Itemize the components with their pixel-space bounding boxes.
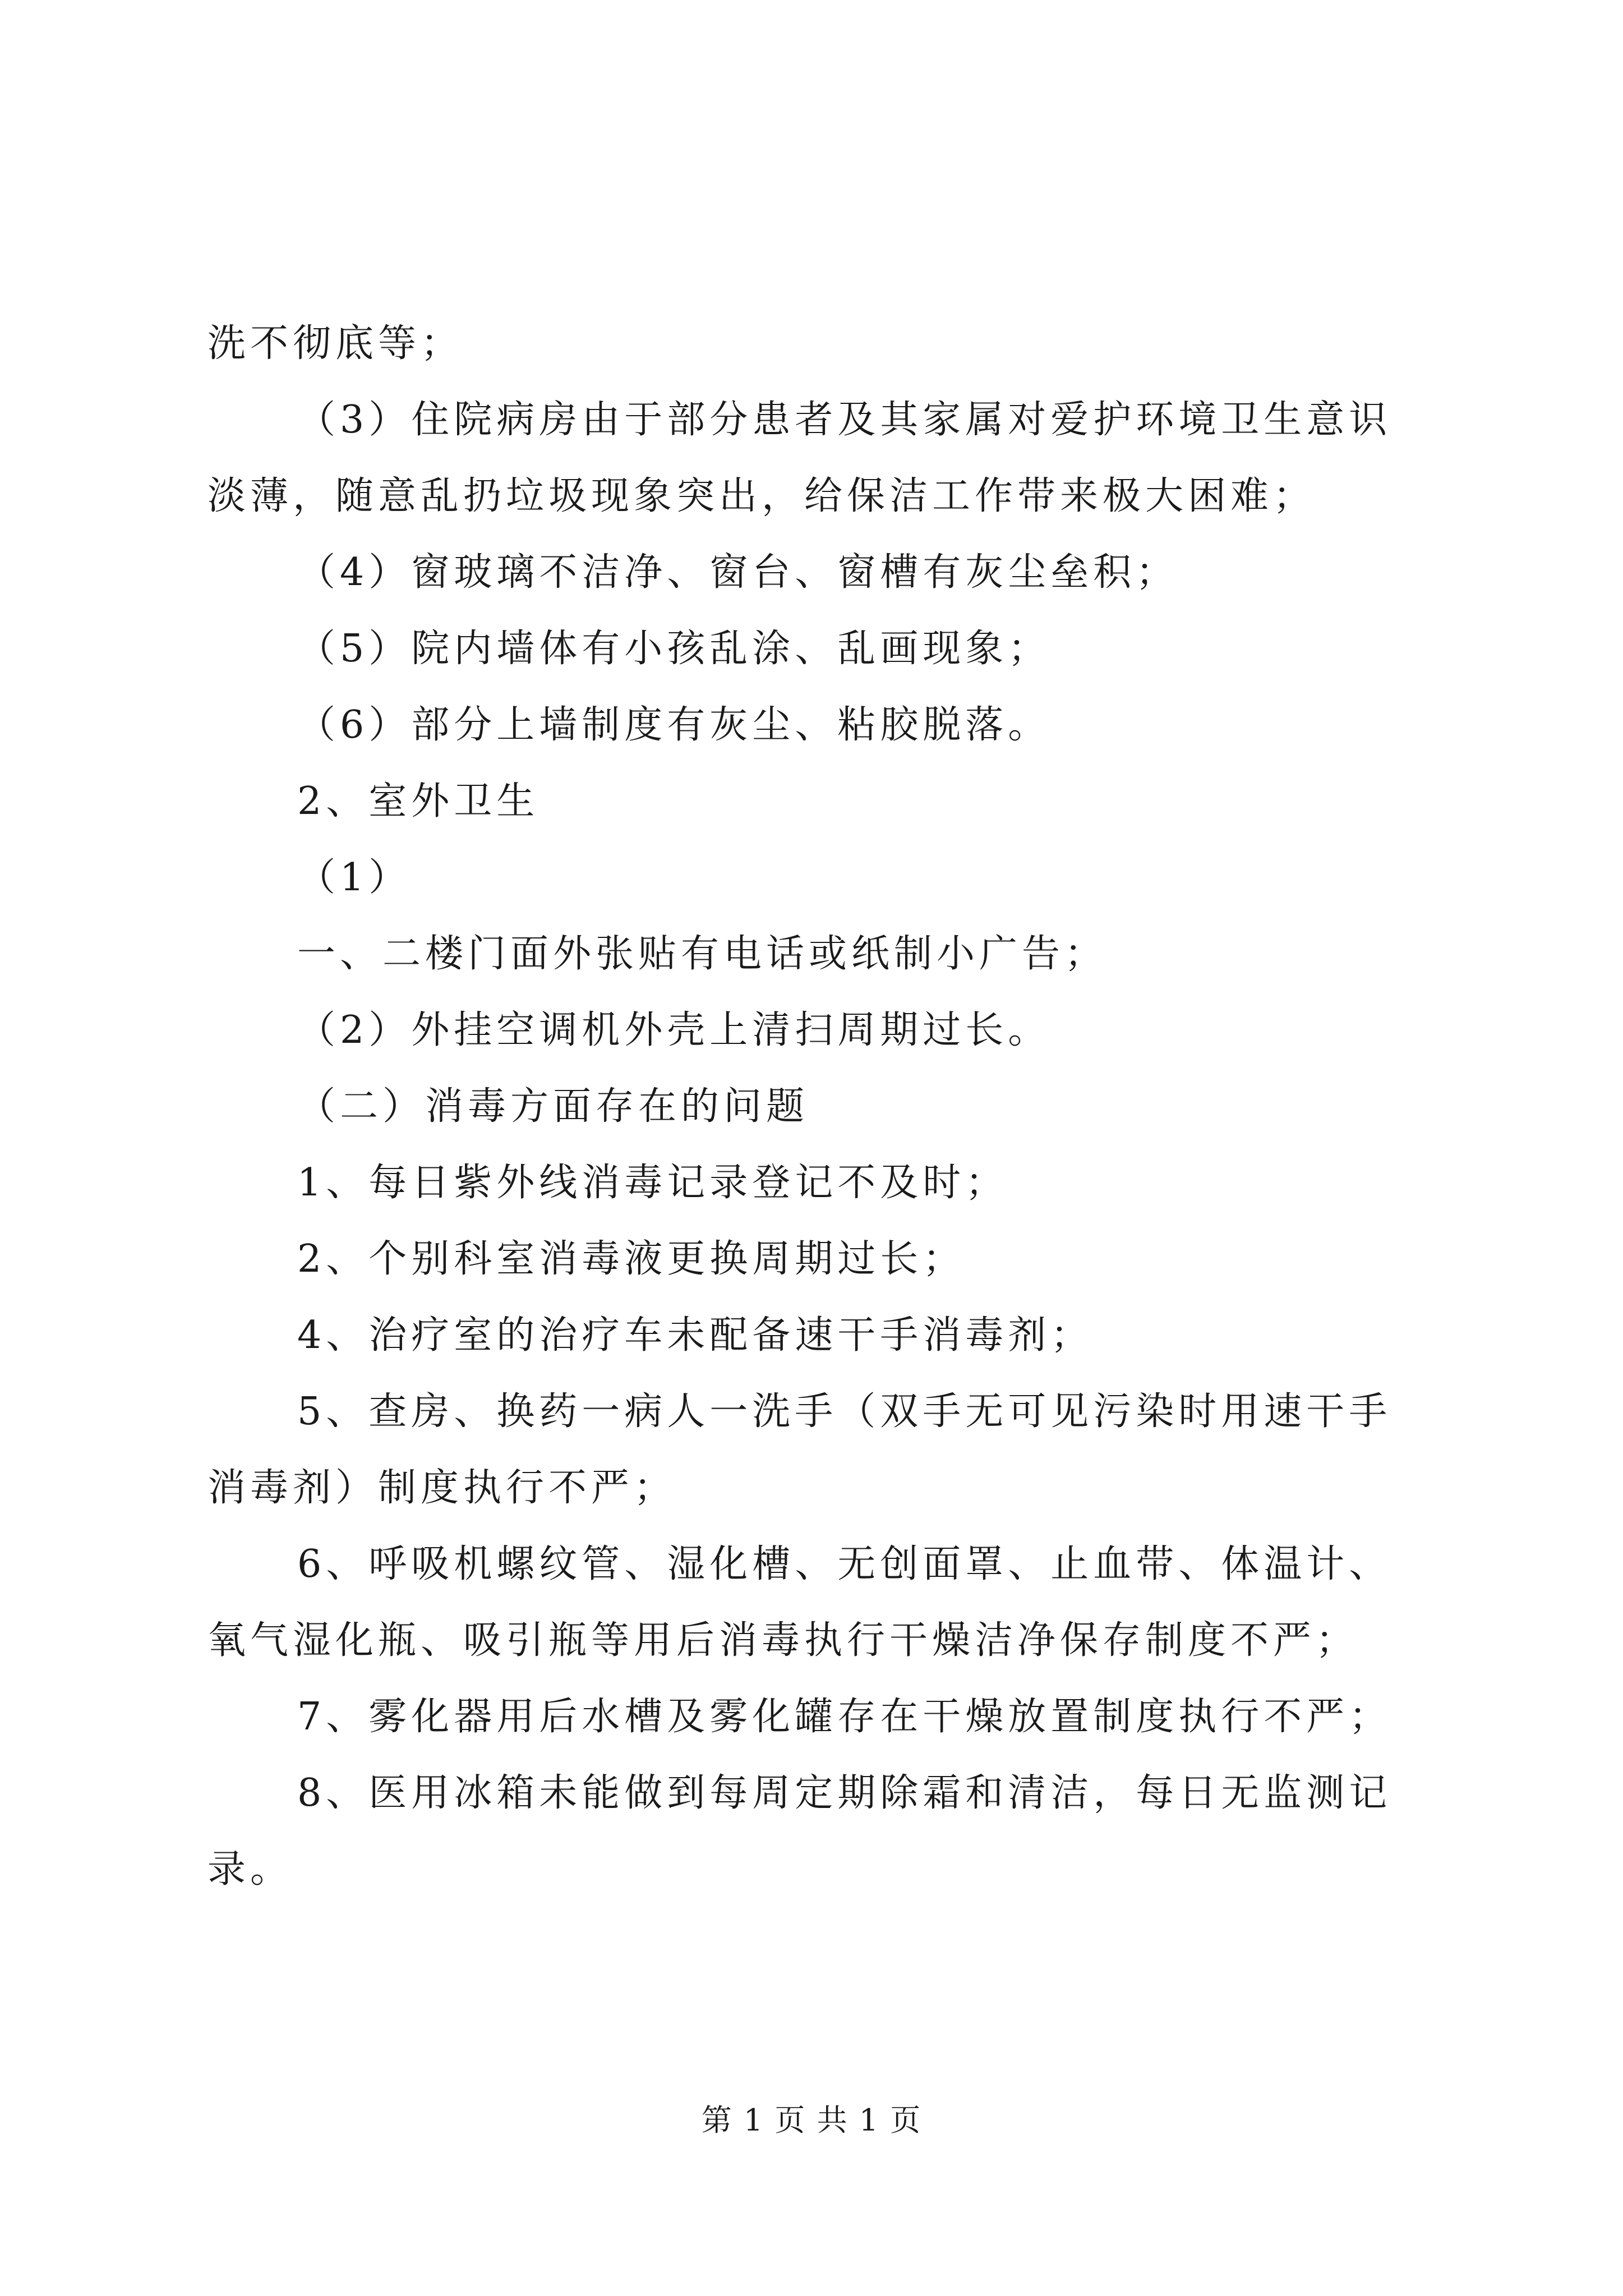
paragraph-line: （6）部分上墙制度有灰尘、粘胶脱落。: [297, 703, 1051, 747]
paragraph-line: （1）: [297, 855, 412, 900]
paragraph-line: （2）外挂空调机外壳上清扫周期过长。: [297, 1008, 1051, 1052]
paragraph-line: 1、每日紫外线消毒记录登记不及时；: [297, 1161, 1008, 1205]
paragraph-line: （3）住院病房由于部分患者及其家属对爱护环境卫生意识: [297, 398, 1392, 442]
paragraph-line: 一、二楼门面外张贴有电话或纸制小广告；: [297, 932, 1108, 976]
page-footer: 第 1 页 共 1 页: [701, 2102, 922, 2138]
paragraph-line: 7、雾化器用后水槽及雾化罐存在干燥放置制度执行不严；: [297, 1695, 1392, 1739]
paragraph-line: 2、个别科室消毒液更换周期过长；: [297, 1237, 966, 1281]
paragraph-line: 消毒剂）制度执行不严；: [208, 1466, 677, 1510]
paragraph-line: 淡薄，随意乱扔垃圾现象突出，给保洁工作带来极大困难；: [208, 474, 1316, 518]
paragraph-line: 氧气湿化瓶、吸引瓶等用后消毒执行干燥洁净保存制度不严；: [208, 1618, 1359, 1663]
paragraph-line: 4、治疗室的治疗车未配备速干手消毒剂；: [297, 1313, 1094, 1358]
paragraph-line: 6、呼吸机螺纹管、湿化槽、无创面罩、止血带、体温计、: [297, 1542, 1392, 1586]
paragraph-line: （5）院内墙体有小孩乱涂、乱画现象；: [297, 627, 1051, 671]
paragraph-line: （二）消毒方面存在的问题: [297, 1084, 809, 1129]
document-body: [208, 306, 1424, 1908]
paragraph-line: 洗不彻底等；: [208, 321, 464, 366]
paragraph-line: （4）窗玻璃不洁净、窗台、窗槽有灰尘垒积；: [297, 550, 1179, 595]
paragraph-line: 5、查房、换药一病人一洗手（双手无可见污染时用速干手: [297, 1389, 1392, 1434]
paragraph-line: 2、室外卫生: [297, 779, 540, 823]
paragraph-line: 8、医用冰箱未能做到每周定期除霜和清洁，每日无监测记: [297, 1771, 1392, 1815]
paragraph-line: 录。: [208, 1847, 293, 1892]
